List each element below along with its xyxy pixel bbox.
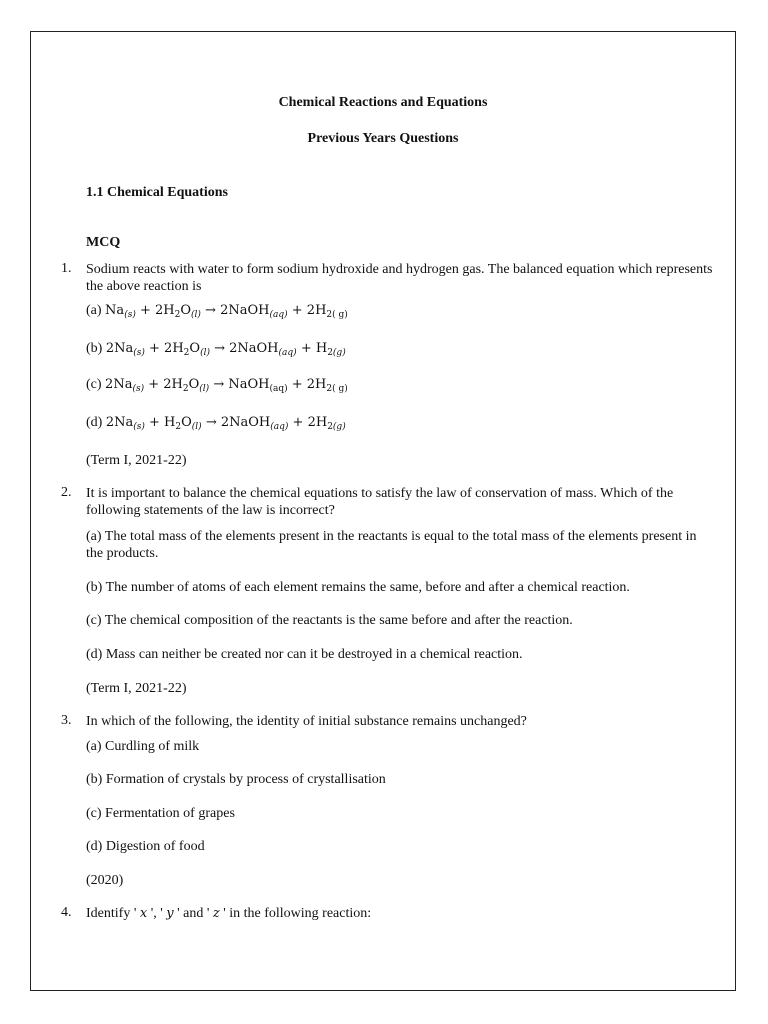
document-page	[30, 31, 736, 991]
q3-source-tag: (2020)	[86, 873, 124, 888]
question-number-2: 2.	[61, 485, 72, 500]
q1-option-a: (a) $Na_{(s)} + 2H_2O_{(l)}$ → 2NaOH$_{(aq)}$ + $2H_{2( g)}$	[86, 303, 348, 320]
q3-option-d: (d) Digestion of food	[86, 839, 205, 854]
question-text-2: It is important to balance the chemical equations to satisfy the law of conservation of mass. Which of the following statements of the law is incorrect?	[86, 486, 674, 518]
q1-option-c: (c) $2Na_{(s)} + 2H_2O_{(l)}$ → NaOH$_{(aq)}$ + $2H_{2( g)}$	[86, 377, 348, 394]
q2-option-b: (b) The number of atoms of each element remains the same, before and after a chemical reaction.	[86, 580, 630, 595]
question-type: MCQ	[86, 235, 121, 250]
q1-option-d: (d) $2Na_{(s)} + H_2O_{(l)}$ → 2NaOH$_{(aq)}$ + $2H_{2(g)}$	[86, 415, 346, 432]
question-text-4: Identify ' x ', ' y ' and ' z ' in the following reaction:	[86, 906, 372, 921]
q2-option-d: (d) Mass can neither be created nor can it be destroyed in a chemical reaction.	[86, 647, 523, 662]
q3-option-c: (c) Fermentation of grapes	[86, 806, 235, 821]
q2-option-a: (a) The total mass of the elements present in the reactants is equal to the total mass of the elements present in the products.	[86, 529, 697, 561]
question-text-1: Sodium reacts with water to form sodium hydroxide and hydrogen gas. The balanced equation which represents the above reaction is	[86, 262, 713, 294]
question-number-1: 1.	[61, 261, 72, 276]
q3-option-b: (b) Formation of crystals by process of crystallisation	[86, 772, 386, 787]
q1-option-b: (b) $2Na_{(s)} + 2H_2O_{(l)}$ → 2NaOH$_{(aq)}$ + $H_{2(g)}$	[86, 341, 346, 358]
q2-source-tag: (Term I, 2021-22)	[86, 681, 187, 696]
question-number-4: 4.	[61, 905, 72, 920]
q3-option-a: (a) Curdling of milk	[86, 739, 200, 754]
question-number-3: 3.	[61, 713, 72, 728]
section-heading: 1.1 Chemical Equations	[86, 185, 228, 200]
page-subtitle: Previous Years Questions	[307, 131, 459, 146]
q2-option-c: (c) The chemical composition of the reactants is the same before and after the reaction.	[86, 613, 573, 628]
q1-source-tag: (Term I, 2021-22)	[86, 453, 187, 468]
page-title: Chemical Reactions and Equations	[278, 95, 488, 110]
question-text-3: In which of the following, the identity of initial substance remains unchanged?	[86, 714, 527, 729]
